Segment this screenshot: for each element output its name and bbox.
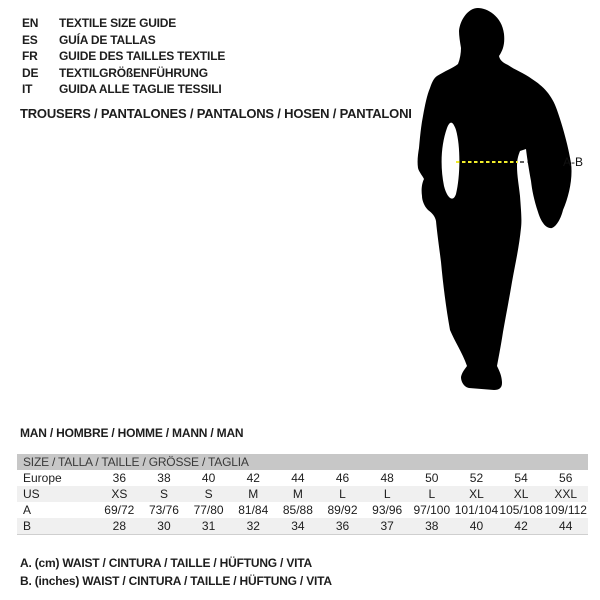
size-value-cell: 36 — [335, 519, 350, 533]
size-value-cell: 40 — [469, 519, 484, 533]
size-value-cell: M — [248, 487, 259, 501]
size-value-cell: 52 — [469, 471, 484, 485]
size-value-cell: L — [383, 487, 391, 501]
row-label: Europe — [23, 471, 62, 485]
size-value-cell: 42 — [246, 471, 260, 485]
size-value-cell: XS — [111, 487, 128, 501]
size-value-cell: 85/88 — [282, 503, 313, 517]
size-value-cell: 42 — [514, 519, 528, 533]
product-type-title: TROUSERS / PANTALONES / PANTALONS / HOSEN / PANTALONI — [20, 106, 412, 121]
note-waist-cm: A. (cm) WAIST / CINTURA / TAILLE / HÜFTUNG / VITA — [20, 556, 312, 570]
size-value-cell: 37 — [380, 519, 394, 533]
measure-label: A-B — [563, 155, 584, 169]
size-value-cell: XL — [513, 487, 529, 501]
table-row — [17, 518, 588, 534]
language-label: GUIDA ALLE TAGLIE TESSILI — [59, 82, 222, 96]
language-label: TEXTILE SIZE GUIDE — [59, 16, 177, 30]
size-value-cell: M — [292, 487, 303, 501]
size-value-cell: 97/100 — [413, 503, 451, 517]
size-table — [17, 454, 588, 535]
size-value-cell: 32 — [246, 519, 260, 533]
size-value-cell: 40 — [201, 471, 216, 485]
size-value-cell: 77/80 — [193, 503, 224, 517]
size-value-cell: XXL — [554, 487, 578, 501]
language-code: IT — [22, 82, 33, 96]
size-value-cell: 31 — [201, 519, 216, 533]
size-value-cell: XL — [469, 487, 484, 501]
size-value-cell: L — [339, 487, 346, 501]
size-table-rows — [17, 470, 588, 534]
man-silhouette-figure — [405, 0, 600, 395]
language-row — [22, 65, 225, 82]
silhouette-shape — [418, 8, 572, 390]
size-value-cell: 38 — [157, 471, 171, 485]
size-value-cell: 28 — [112, 519, 126, 533]
language-code: DE — [22, 65, 39, 80]
row-label: B — [23, 519, 32, 533]
language-label: TEXTILGRÖßENFÜHRUNG — [59, 65, 208, 80]
language-row — [22, 48, 225, 65]
note-waist-inches: B. (inches) WAIST / CINTURA / TAILLE / HÜFTUNG / VITA — [20, 573, 332, 588]
size-value-cell: L — [428, 487, 436, 501]
language-row — [22, 81, 225, 98]
gender-section-title: MAN / HOMBRE / HOMME / MANN / MAN — [20, 426, 244, 440]
language-code: EN — [22, 16, 39, 30]
size-value-cell: 44 — [559, 519, 573, 533]
language-row — [22, 32, 225, 49]
man-silhouette-svg — [405, 0, 600, 395]
language-list — [22, 15, 225, 98]
table-row — [17, 486, 588, 502]
language-row — [22, 15, 225, 32]
language-code: FR — [22, 49, 38, 63]
size-value-cell: 50 — [425, 471, 439, 485]
measurement-notes — [20, 555, 332, 590]
size-value-cell: S — [204, 487, 213, 501]
size-value-cell: 44 — [291, 471, 305, 485]
size-value-cell: 89/92 — [327, 503, 358, 517]
row-label: A — [23, 503, 32, 517]
table-row — [17, 470, 588, 486]
language-label: GUIDE DES TAILLES TEXTILE — [59, 49, 226, 63]
size-value-cell: 81/84 — [238, 503, 269, 517]
size-value-cell: 101/104 — [454, 503, 499, 517]
size-value-cell: 105/108 — [499, 503, 543, 517]
size-value-cell: 48 — [380, 471, 394, 485]
size-value-cell: 69/72 — [104, 503, 135, 517]
language-label: GUÍA DE TALLAS — [59, 32, 156, 47]
size-value-cell: 34 — [291, 519, 305, 533]
size-value-cell: 36 — [112, 471, 126, 485]
size-value-cell: 38 — [425, 519, 439, 533]
size-value-cell: 54 — [514, 471, 528, 485]
language-code: ES — [22, 32, 38, 47]
size-value-cell: 109/112 — [544, 503, 587, 517]
table-row — [17, 502, 588, 518]
size-value-cell: 30 — [157, 519, 171, 533]
size-value-cell: S — [159, 487, 168, 501]
size-value-cell: 46 — [335, 471, 350, 485]
size-value-cell: 93/96 — [372, 503, 403, 517]
size-value-cell: 56 — [559, 471, 573, 485]
row-label: US — [23, 487, 40, 501]
size-value-cell: 73/76 — [148, 503, 179, 517]
size-table-header: SIZE / TALLA / TAILLE / GRÖSSE / TAGLIA — [17, 454, 588, 470]
